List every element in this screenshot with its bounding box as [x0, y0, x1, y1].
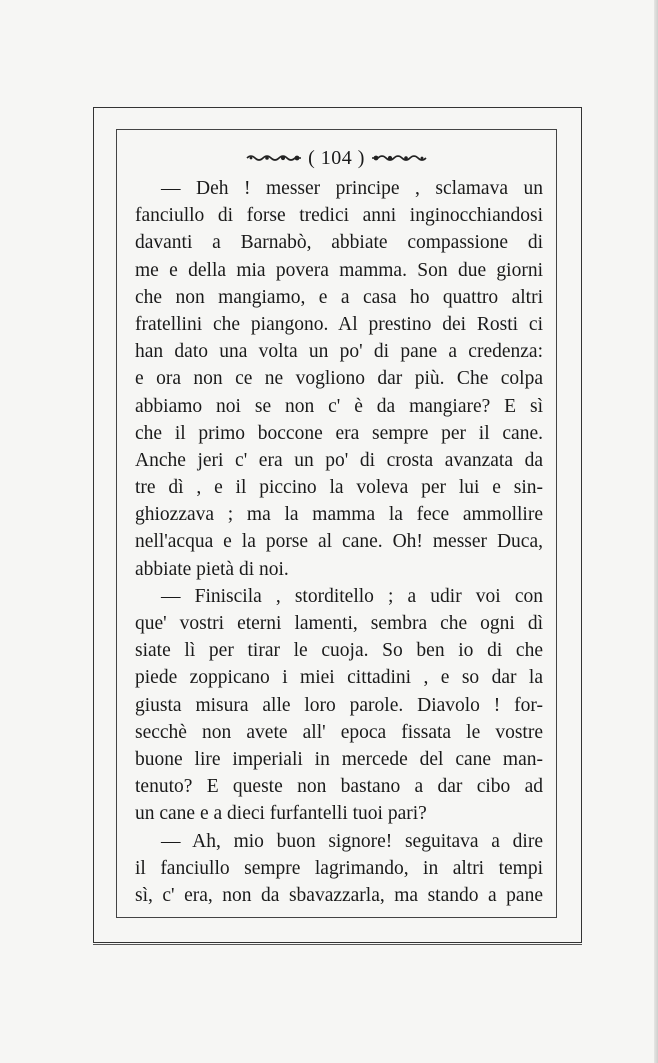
text-line: buone lire imperiali in mercede del cane man-	[135, 748, 543, 770]
body-text	[135, 175, 543, 909]
ornament-left-icon	[245, 153, 303, 163]
text-line: secchè non avete all' epoca fissata le vostre	[135, 721, 543, 743]
text-line: un cane e a dieci furfantelli tuoi pari?	[135, 803, 427, 825]
text-line: tenuto? E queste non bastano a dar cibo ad	[135, 776, 543, 798]
text-line: siate lì per tirar le cuoja. So ben io di che	[135, 640, 543, 662]
text-line: giusta misura alle loro parole. Diavolo ! for-	[135, 694, 543, 716]
text-line: e ora non ce ne vogliono dar più. Che colpa	[135, 368, 543, 390]
text-line: che non mangiamo, e a casa ho quattro altri	[135, 286, 543, 308]
page-header	[116, 141, 557, 173]
text-line: ghiozzava ; ma la mamma la fece ammollire	[135, 504, 543, 526]
page-number: ( 104 )	[308, 146, 365, 169]
text-line: sì, c' era, non da sbavazzarla, ma stando a pane	[135, 884, 543, 906]
text-line: que' vostri eterni lamenti, sembra che ogni dì	[135, 613, 543, 634]
text-line: abbiate pietà di noi.	[135, 558, 289, 580]
page-edge	[654, 0, 658, 1063]
text-line: il fanciullo sempre lagrimando, in altri tempi	[135, 857, 543, 879]
text-line: piede zoppicano i miei cittadini , e so dar la	[135, 667, 543, 689]
text-line: me e della mia povera mamma. Son due giorni	[135, 259, 543, 281]
text-line: — Ah, mio buon signore! seguitava a dire	[161, 830, 543, 852]
outer-frame-rule	[93, 944, 582, 945]
text-line: tre dì , e il piccino la voleva per lui e sin-	[135, 477, 543, 499]
text-line: — Deh ! messer principe , sclamava un	[161, 178, 543, 199]
ornament-right-icon	[370, 153, 428, 163]
text-line: nell'acqua e la porse al cane. Oh! messer Duca,	[135, 531, 543, 553]
text-line: fanciullo di forse tredici anni inginocchiandosi	[135, 205, 543, 227]
text-line: che il primo boccone era sempre per il cane.	[135, 422, 543, 444]
text-line: abbiamo noi se non c' è da mangiare? E sì	[135, 395, 543, 417]
text-line: — Finiscila , storditello ; a udir voi con	[161, 585, 543, 607]
text-line: han dato una volta un po' di pane a credenza:	[135, 341, 543, 363]
text-line: Anche jeri c' era un po' di crosta avanzata da	[135, 449, 543, 471]
text-line: davanti a Barnabò, abbiate compassione di	[135, 232, 543, 254]
text-line: fratellini che piangono. Al prestino dei Rosti ci	[135, 313, 543, 335]
